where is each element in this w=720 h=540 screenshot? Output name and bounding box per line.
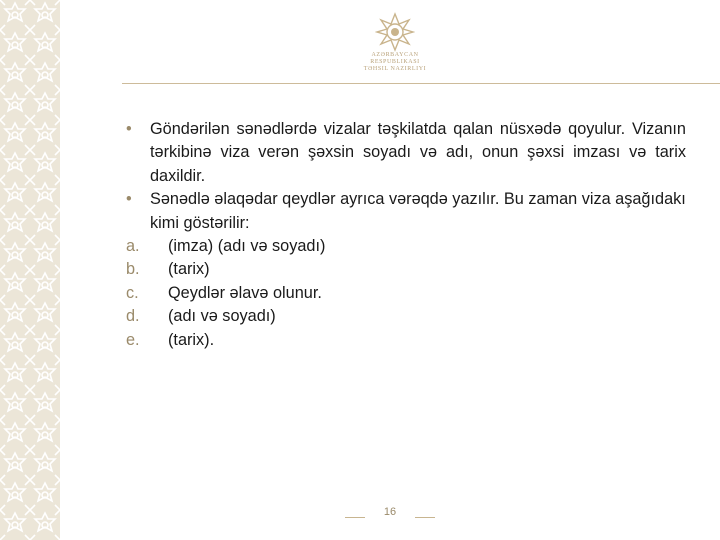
bullet-text: Sənədlə əlaqədar qeydlər ayrıca vərəqdə yazılır. Bu zaman viza aşağıdakı kimi göstərilir:	[150, 190, 686, 232]
decorative-side-pattern	[0, 0, 60, 540]
bullet-item	[126, 188, 686, 235]
letter-marker: c.	[126, 283, 139, 302]
page-number-footer	[345, 506, 435, 526]
ministry-name-line1: AZƏRBAYCAN RESPUBLIKASI	[370, 52, 420, 65]
lettered-text: (adı və soyadı)	[168, 307, 276, 326]
ministry-emblem	[355, 12, 435, 72]
lettered-item	[126, 258, 686, 281]
letter-marker: d.	[126, 307, 140, 326]
lettered-text: (tarix).	[168, 330, 215, 349]
footer-dash-right	[415, 517, 435, 518]
bullet-text: Göndərilən sənədlərdə vizalar təşkilatda qalan nüsxədə qoyulur. Vizanın tərkibinə viza verən şəxsin soyadı və adı, onun şəxsi imzası və tarix daxildir.	[150, 120, 686, 185]
letter-marker: a.	[126, 237, 140, 256]
letter-marker: b.	[126, 260, 140, 279]
lettered-item	[126, 305, 686, 328]
letter-marker: e.	[126, 330, 140, 349]
ornament-pattern-icon	[0, 0, 60, 540]
page-number: 16	[383, 506, 397, 518]
lettered-item	[126, 235, 686, 258]
lettered-item	[126, 329, 686, 352]
lettered-text: Qeydlər əlavə olunur.	[168, 283, 322, 302]
ministry-name-line2: TƏHSIL NAZIRLIYI	[363, 66, 427, 72]
star-emblem-icon	[375, 12, 415, 52]
bullet-item	[126, 118, 686, 188]
bullet-marker: •	[126, 120, 132, 138]
slide-body	[126, 118, 686, 352]
lettered-text: (imza) (adı və soyadı)	[168, 237, 326, 256]
lettered-text: (tarix)	[168, 260, 210, 279]
footer-dash-left	[345, 517, 365, 518]
header-divider	[122, 83, 720, 84]
lettered-item	[126, 282, 686, 305]
bullet-marker: •	[126, 190, 132, 209]
